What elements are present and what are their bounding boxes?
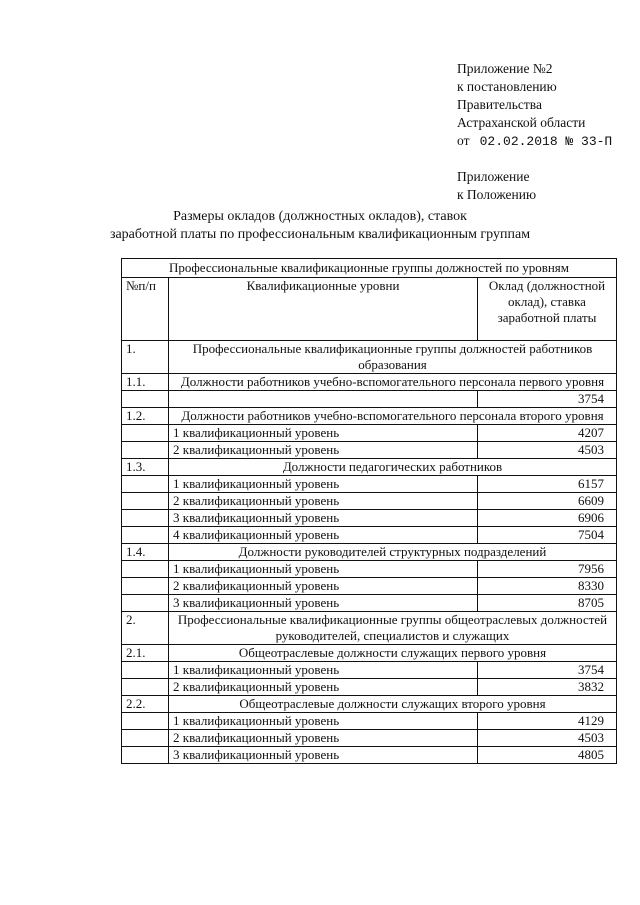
table-top-header-row <box>122 259 617 278</box>
section-number: 2.2. <box>122 696 169 713</box>
level-cell: 4 квалификационный уровень <box>169 527 478 544</box>
row-number-cell <box>122 662 169 679</box>
column-header-number: №п/п <box>122 278 169 341</box>
level-cell: 3 квалификационный уровень <box>169 595 478 612</box>
table-row <box>122 493 617 510</box>
section-row <box>122 374 617 391</box>
section-row <box>122 408 617 425</box>
level-cell: 2 квалификационный уровень <box>169 578 478 595</box>
salary-cell: 6609 <box>478 493 617 510</box>
row-number-cell <box>122 391 169 408</box>
table-row <box>122 578 617 595</box>
section-title: Профессиональные квалификационные группы должностей работников образования <box>169 341 617 374</box>
row-number-cell <box>122 713 169 730</box>
level-cell: 1 квалификационный уровень <box>169 561 478 578</box>
salary-cell: 4129 <box>478 713 617 730</box>
section-number: 1.4. <box>122 544 169 561</box>
table-row <box>122 713 617 730</box>
row-number-cell <box>122 561 169 578</box>
section-title: Должности руководителей структурных подразделений <box>169 544 617 561</box>
section-number: 1.2. <box>122 408 169 425</box>
level-cell: 2 квалификационный уровень <box>169 493 478 510</box>
section-number: 1.1. <box>122 374 169 391</box>
table-row <box>122 595 617 612</box>
level-cell: 2 квалификационный уровень <box>169 730 478 747</box>
document-title <box>0 208 640 244</box>
salary-cell: 3832 <box>478 679 617 696</box>
table-row <box>122 527 617 544</box>
level-cell: 2 квалификационный уровень <box>169 679 478 696</box>
title-line-2: заработной платы по профессиональным квалификационным группам <box>109 227 531 242</box>
date-prefix: от <box>457 133 470 148</box>
section-title: Должности работников учебно-вспомогательного персонала второго уровня <box>169 408 617 425</box>
attachment-line: Правительства <box>457 97 542 112</box>
spacer <box>457 151 612 168</box>
row-number-cell <box>122 747 169 764</box>
row-number-cell <box>122 730 169 747</box>
table-row <box>122 561 617 578</box>
salary-cell: 4207 <box>478 425 617 442</box>
section-row <box>122 696 617 713</box>
salary-cell: 4503 <box>478 442 617 459</box>
row-number-cell <box>122 442 169 459</box>
table-row <box>122 391 617 408</box>
section-row <box>122 544 617 561</box>
row-number-cell <box>122 527 169 544</box>
salary-table <box>121 258 617 764</box>
attachment-subline: Приложение <box>457 169 530 184</box>
attachment-line: Приложение №2 <box>457 61 553 76</box>
attachment-line: к постановлению <box>457 79 557 94</box>
table-row <box>122 679 617 696</box>
salary-cell: 4503 <box>478 730 617 747</box>
section-row <box>122 459 617 476</box>
level-cell: 3 квалификационный уровень <box>169 747 478 764</box>
column-header-levels: Квалификационные уровни <box>169 278 478 341</box>
section-title: Общеотраслевые должности служащих первого уровня <box>169 645 617 662</box>
level-cell <box>169 391 478 408</box>
section-number: 1. <box>122 341 169 374</box>
row-number-cell <box>122 493 169 510</box>
section-row <box>122 645 617 662</box>
section-row <box>122 612 617 645</box>
section-number: 2. <box>122 612 169 645</box>
salary-cell: 6157 <box>478 476 617 493</box>
table-row <box>122 510 617 527</box>
table-column-header-row <box>122 278 617 341</box>
section-number: 1.3. <box>122 459 169 476</box>
salary-cell: 3754 <box>478 662 617 679</box>
level-cell: 1 квалификационный уровень <box>169 662 478 679</box>
section-row <box>122 341 617 374</box>
title-line-1: Размеры окладов (должностных окладов), ставок <box>173 209 467 224</box>
row-number-cell <box>122 425 169 442</box>
salary-cell: 8330 <box>478 578 617 595</box>
salary-cell: 6906 <box>478 510 617 527</box>
section-title: Общеотраслевые должности служащих второго уровня <box>169 696 617 713</box>
table-row <box>122 730 617 747</box>
row-number-cell <box>122 595 169 612</box>
section-title: Профессиональные квалификационные группы общеотраслевых должностей руководителей, специалистов и служащих <box>169 612 617 645</box>
section-title: Должности работников учебно-вспомогательного персонала первого уровня <box>169 374 617 391</box>
table-row <box>122 425 617 442</box>
column-header-salary: Оклад (должностной оклад), ставка заработной платы <box>478 278 617 341</box>
salary-cell: 7956 <box>478 561 617 578</box>
level-cell: 3 квалификационный уровень <box>169 510 478 527</box>
table-row <box>122 662 617 679</box>
section-number: 2.1. <box>122 645 169 662</box>
section-title: Должности педагогических работников <box>169 459 617 476</box>
attachment-subline: к Положению <box>457 187 537 202</box>
table-top-header: Профессиональные квалификационные группы должностей по уровням <box>122 259 617 278</box>
level-cell: 1 квалификационный уровень <box>169 425 478 442</box>
date-stamp: 02.02.2018 № 33-П <box>479 134 613 149</box>
attachment-block <box>457 60 612 204</box>
level-cell: 1 квалификационный уровень <box>169 476 478 493</box>
table-row <box>122 442 617 459</box>
table-row <box>122 747 617 764</box>
row-number-cell <box>122 679 169 696</box>
level-cell: 1 квалификационный уровень <box>169 713 478 730</box>
row-number-cell <box>122 578 169 595</box>
salary-cell: 7504 <box>478 527 617 544</box>
salary-cell: 3754 <box>478 391 617 408</box>
row-number-cell <box>122 476 169 493</box>
table-row <box>122 476 617 493</box>
attachment-date <box>457 132 612 151</box>
row-number-cell <box>122 510 169 527</box>
attachment-line: Астраханской области <box>457 115 586 130</box>
salary-cell: 8705 <box>478 595 617 612</box>
salary-cell: 4805 <box>478 747 617 764</box>
level-cell: 2 квалификационный уровень <box>169 442 478 459</box>
